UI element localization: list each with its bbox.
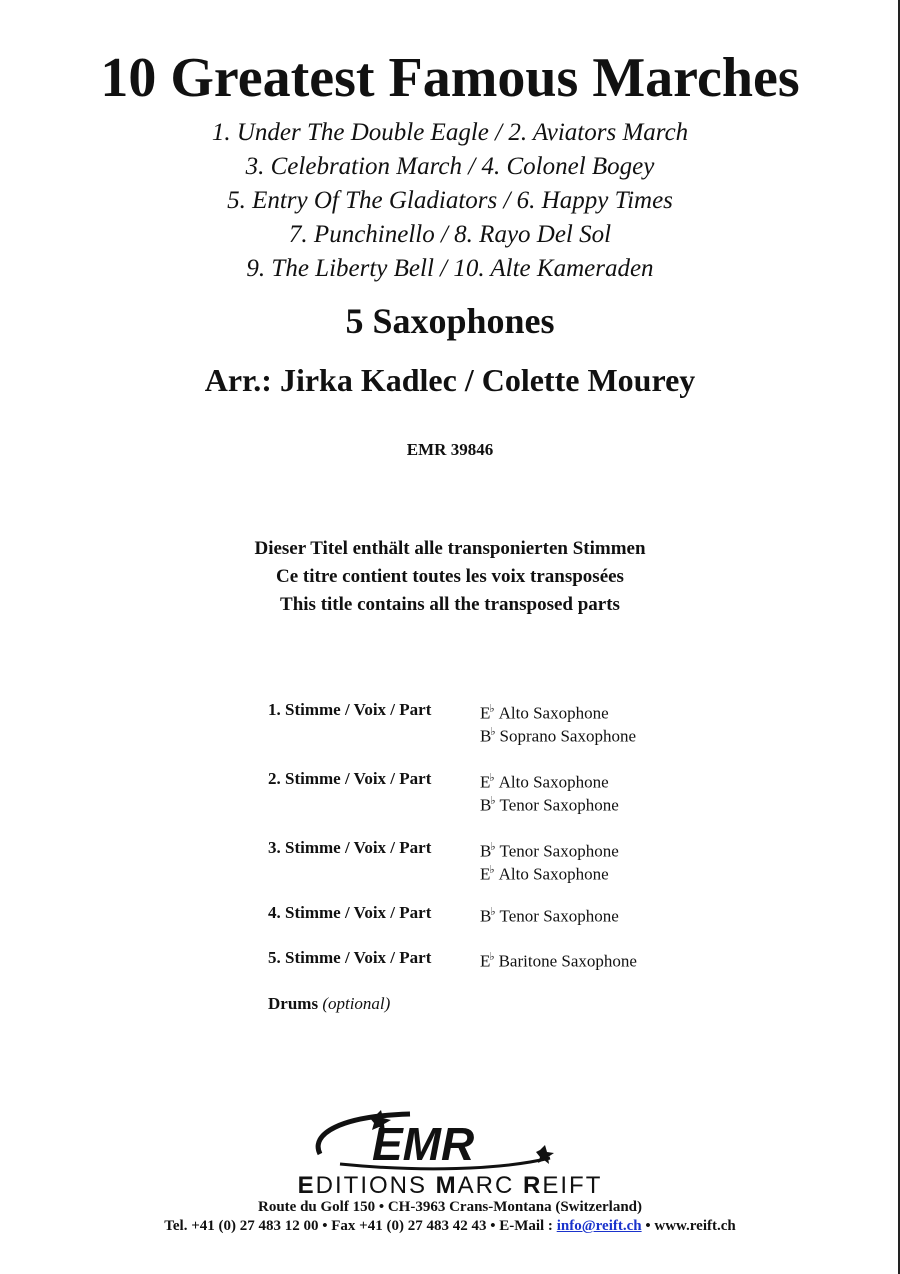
drums-label: Drums	[268, 994, 319, 1013]
part-row	[268, 700, 768, 769]
march-list-line: 5. Entry Of The Gladiators / 6. Happy Times	[227, 187, 673, 214]
part-row	[268, 948, 768, 994]
instrument-line: E♭ Baritone Saxophone	[480, 951, 637, 971]
march-list	[0, 116, 900, 286]
instrument-line: E♭ Alto Saxophone	[480, 772, 609, 792]
instrumentation: 5 Saxophones	[345, 301, 555, 341]
part-label: 3. Stimme / Voix / Part	[268, 838, 432, 857]
part-instruments	[480, 903, 619, 948]
drums-row	[268, 994, 768, 1014]
instrument-line: E♭ Alto Saxophone	[480, 703, 609, 723]
note-english: This title contains all the transposed parts	[280, 594, 620, 615]
part-row	[268, 838, 768, 903]
emr-logo-icon	[300, 1106, 600, 1176]
part-instruments	[480, 769, 619, 838]
parts-list	[268, 700, 768, 1014]
part-label: 1. Stimme / Voix / Part	[268, 700, 432, 719]
part-label: 4. Stimme / Voix / Part	[268, 903, 432, 922]
march-list-line: 3. Celebration March / 4. Colonel Bogey	[245, 153, 655, 180]
instrument-line: B♭ Tenor Saxophone	[480, 906, 619, 926]
flat-icon: ♭	[489, 703, 495, 715]
flat-icon: ♭	[489, 772, 495, 784]
catalog-code: EMR 39846	[406, 440, 494, 459]
publisher-name: EDITIONS MARC REIFT	[297, 1172, 603, 1199]
instrument-line: E♭ Alto Saxophone	[480, 863, 609, 884]
instrument-line: B♭ Tenor Saxophone	[480, 794, 619, 815]
part-instruments	[480, 838, 619, 903]
march-list-line: 1. Under The Double Eagle / 2. Aviators March	[211, 119, 689, 146]
transposition-notes	[0, 535, 900, 619]
part-instruments	[480, 700, 636, 769]
logo-text: EMR	[372, 1118, 475, 1170]
instrument-line: B♭ Tenor Saxophone	[480, 841, 619, 861]
drums-optional-note: (optional)	[322, 994, 391, 1013]
part-row	[268, 769, 768, 838]
publisher-address: Route du Golf 150 • CH-3963 Crans-Montana (Switzerland)	[258, 1199, 642, 1215]
email-link[interactable]: info@reift.ch	[556, 1218, 642, 1234]
flat-icon: ♭	[490, 794, 496, 807]
march-list-line: 7. Punchinello / 8. Rayo Del Sol	[288, 221, 612, 248]
page-title: 10 Greatest Famous Marches	[100, 47, 800, 109]
part-label: 5. Stimme / Voix / Part	[268, 948, 432, 967]
part-instruments	[480, 948, 637, 994]
flat-icon: ♭	[490, 841, 496, 853]
part-label: 2. Stimme / Voix / Part	[268, 769, 432, 788]
flat-icon: ♭	[490, 906, 496, 918]
note-german: Dieser Titel enthält alle transponierten Stimmen	[254, 538, 646, 559]
flat-icon: ♭	[490, 725, 496, 738]
flat-icon: ♭	[489, 951, 495, 963]
arranger: Arr.: Jirka Kadlec / Colette Mourey	[204, 362, 696, 398]
publisher-contact: Tel. +41 (0) 27 483 12 00 • Fax +41 (0) 27 483 42 43 • E-Mail : info@reift.ch • www.reift.ch	[164, 1218, 736, 1234]
flat-icon: ♭	[489, 863, 495, 876]
march-list-line: 9. The Liberty Bell / 10. Alte Kameraden	[246, 255, 654, 282]
part-row	[268, 903, 768, 948]
instrument-line: B♭ Soprano Saxophone	[480, 725, 637, 746]
note-french: Ce titre contient toutes les voix transposées	[276, 566, 624, 587]
